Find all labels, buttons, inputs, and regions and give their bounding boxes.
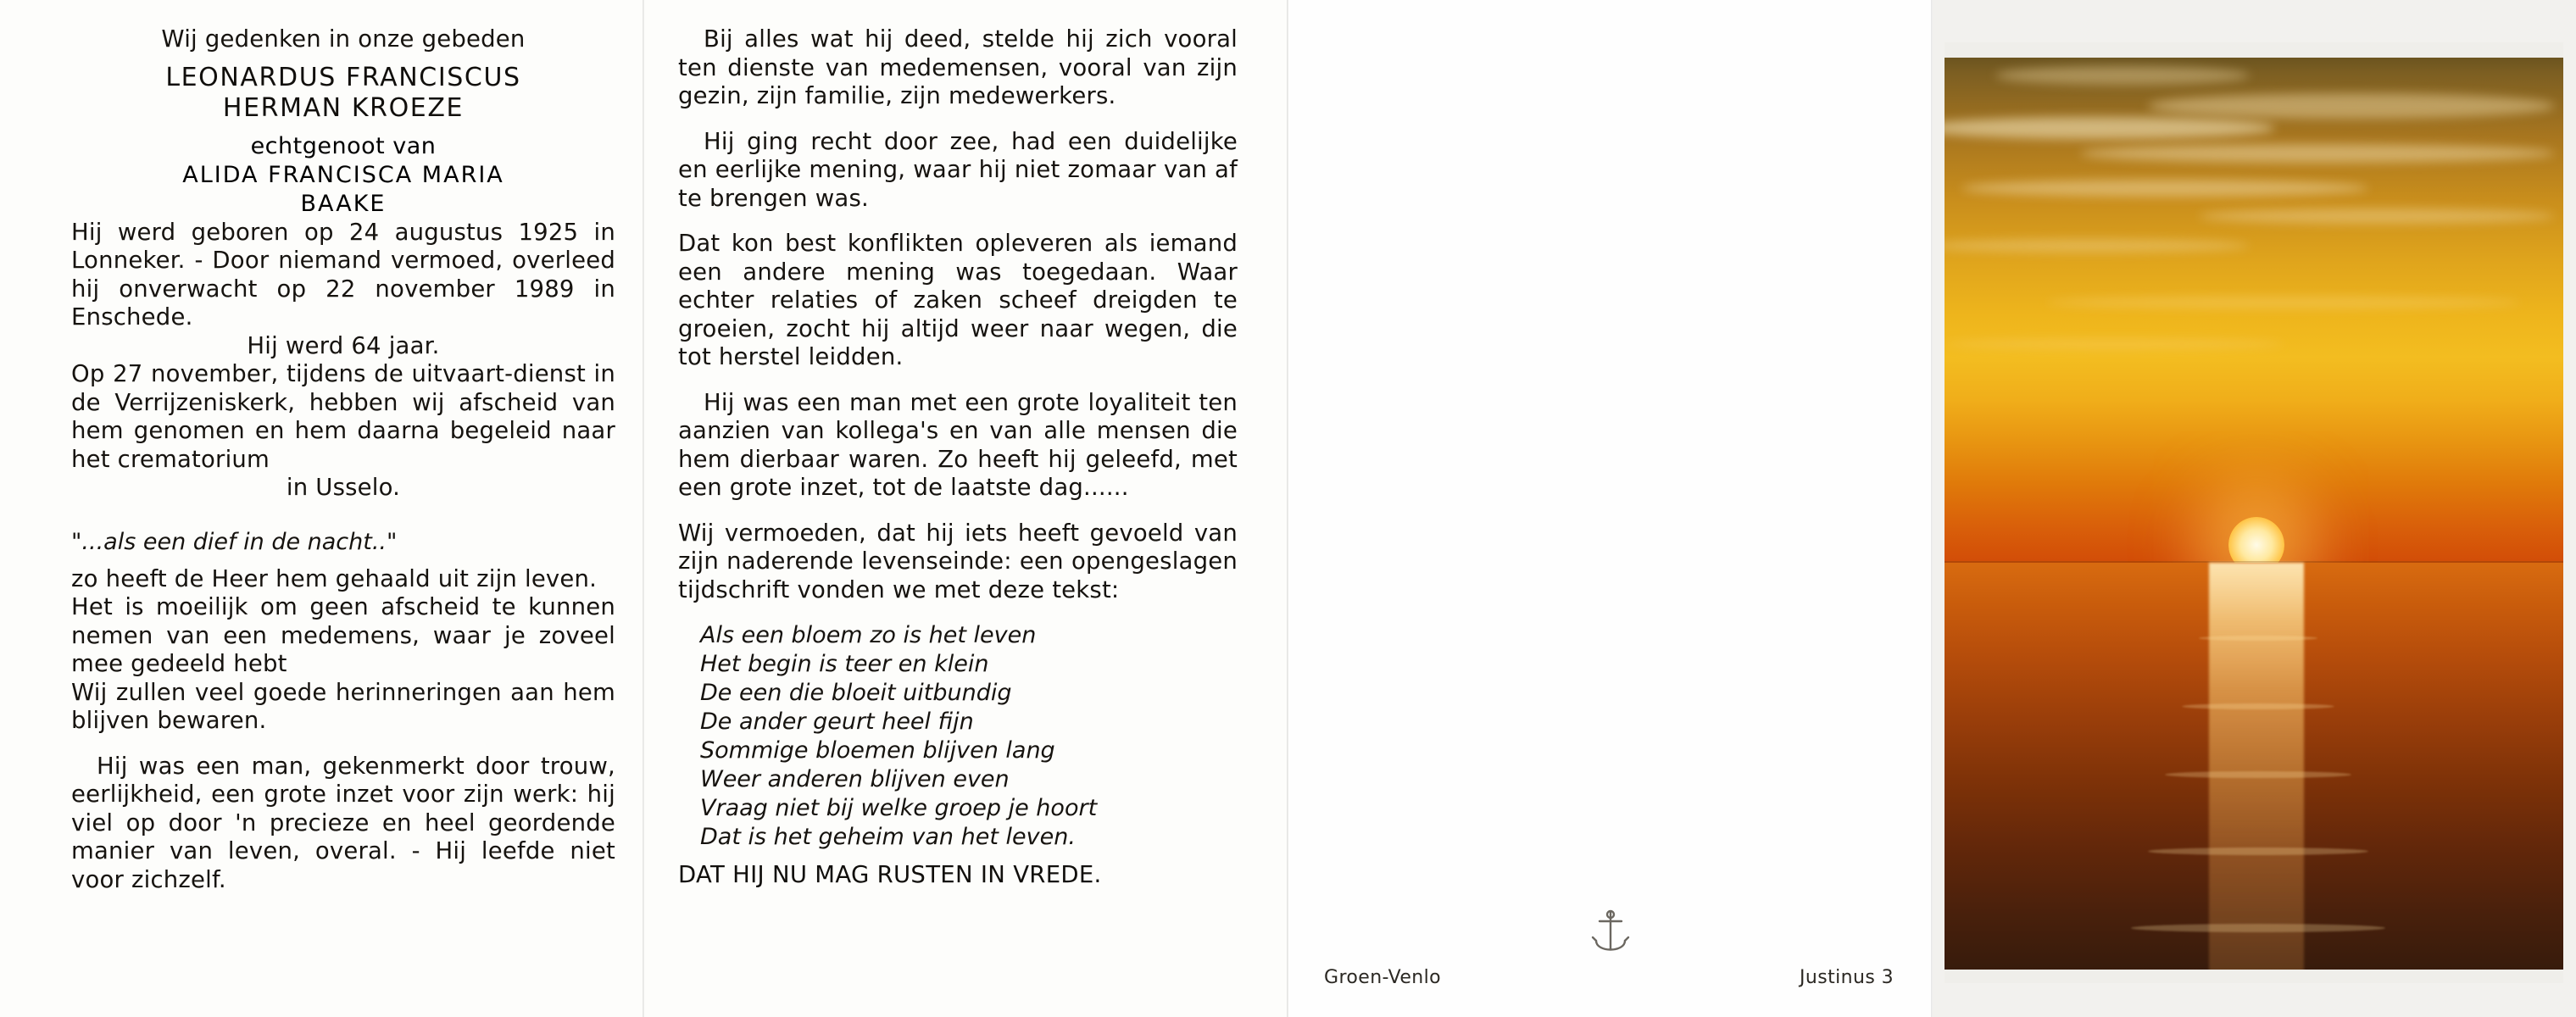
poem-line: Weer anderen blijven even: [700, 766, 1010, 792]
cloud-band: [1961, 180, 2368, 197]
publisher-credit: Groen-Venlo: [1324, 967, 1441, 988]
poem-line: Dat is het geheim van het leven.: [700, 824, 1076, 850]
cloud-band: [2199, 208, 2555, 224]
poem-line: De een die bloeit uitbundig: [700, 680, 1012, 706]
cloud-band: [2046, 297, 2521, 308]
deceased-name-line-1: LEONARDUS FRANCISCUS: [165, 62, 521, 92]
panel-blank-back: [1288, 0, 1933, 1017]
poem-line: Als een bloem zo is het leven: [700, 622, 1037, 648]
panel-middle-text: [644, 0, 1288, 1017]
closing-line: DAT HIJ NU MAG RUSTEN IN VREDE.: [678, 861, 1102, 888]
water-ripple: [2182, 703, 2334, 709]
paragraph-3: Wij zullen veel goede herinneringen aan hem blijven bewaren.: [71, 678, 615, 734]
series-credit: Justinus 3: [1800, 967, 1894, 988]
panel-photo: [1933, 0, 2576, 1017]
panel-left-text: [0, 0, 644, 1017]
paragraph-1: zo heeft de Heer hem gehaald uit zijn leven.: [71, 564, 598, 592]
funeral-place: in Usselo.: [286, 474, 401, 501]
poem-line: Sommige bloemen blijven lang: [700, 737, 1055, 764]
mid-paragraph-3: Dat kon best konflikten opleveren als iemand een andere mening was toegedaan. Waar echter relaties of zaken scheef dreigden te groeien, zocht hij altijd weer naar wegen, die tot herstel leidden.: [678, 230, 1238, 370]
poem-line: De ander geurt heel fijn: [700, 709, 974, 735]
cloud-band: [2080, 144, 2555, 163]
spouse-label: echtgenoot van: [250, 132, 437, 159]
spouse-name-line-1: ALIDA FRANCISCA MARIA: [182, 161, 504, 188]
poem-line: Het begin is teer en klein: [700, 651, 989, 677]
mid-paragraph-1: Bij alles wat hij deed, stelde hij zich vooral ten dienste van medemensen, vooral van zijn gezin, zijn familie, zijn medewerkers.: [678, 25, 1238, 109]
poem-line: Vraag niet bij welke groep je hoort: [700, 795, 1098, 821]
birth-death-paragraph: Hij werd geboren op 24 augustus 1925 in Lonneker. - Door niemand vermoed, overleed hij onverwacht op 22 november 1989 in Enschede.: [71, 218, 615, 331]
water-ripple: [2131, 924, 2385, 932]
intro-line: Wij gedenken in onze gebeden: [161, 25, 526, 53]
water-ripple: [2148, 848, 2368, 855]
deceased-name-line-2: HERMAN KROEZE: [222, 92, 465, 123]
sunset-photograph: [1945, 42, 2563, 983]
funeral-paragraph: Op 27 november, tijdens de uitvaart-dienst in de Verrijzeniskerk, hebben wij afscheid van hem genomen en hem daarna begeleid naar het crematorium: [71, 360, 615, 473]
paragraph-2: Het is moeilijk om geen afscheid te kunnen nemen van een medemens, waar je zoveel mee gedeeld hebt: [71, 593, 615, 677]
water-ripple: [2199, 636, 2317, 641]
mid-paragraph-5: Wij vermoeden, dat hij iets heeft gevoeld van zijn naderende levenseinde: een opengeslagen tijdschrift vonden we met deze tekst:: [678, 519, 1238, 603]
anchor-cross-emblem-icon: [1588, 907, 1633, 959]
paragraph-4: Hij was een man, gekenmerkt door trouw, eerlijkheid, een grote inzet voor zijn werk: hij viel op door 'n precieze en heel geordende manier van leven, overal. - Hij leefde niet voor zichzelf.: [71, 752, 615, 893]
photo-border-bottom: [1945, 970, 2563, 983]
cloud-band: [2148, 93, 2555, 119]
age-line: Hij werd 64 jaar.: [247, 331, 440, 359]
water-ripple: [2165, 771, 2351, 778]
spouse-name-line-2: BAAKE: [300, 190, 387, 217]
photo-frame: [1945, 42, 2563, 983]
mid-paragraph-4: Hij was een man met een grote loyaliteit ten aanzien van kollega's en van alle mensen die hem dierbaar waren. Zo heeft hij geleefd, met een grote inzet, tot de laatste dag......: [678, 388, 1238, 501]
photo-border-top: [1945, 42, 2563, 58]
mid-paragraph-2: Hij ging recht door zee, had een duidelijke en eerlijke mening, waar hij niet zomaar van af te brengen was.: [678, 127, 1238, 212]
cloud-band: [1945, 339, 2284, 349]
cloud-band: [1995, 66, 2250, 85]
scripture-quote: "...als een dief in de nacht..": [71, 528, 398, 555]
